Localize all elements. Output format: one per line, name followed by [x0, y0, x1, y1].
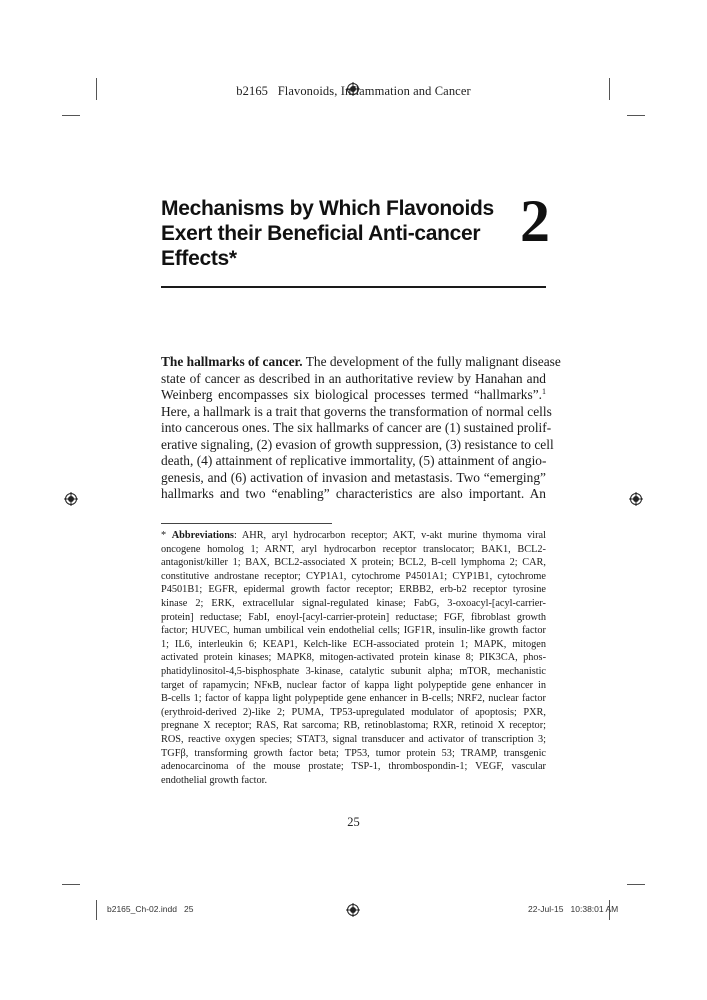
chapter-title-line: Exert their Beneficial Anti-cancer — [161, 222, 481, 245]
footnote-line: activated protein kinases; MAPK8, mitogen-activated protein kinase 8; PIK3CA, phos- — [161, 652, 546, 664]
registration-mark-icon — [629, 492, 643, 506]
chapter-number: 2 — [520, 188, 550, 254]
running-head: b2165 Flavonoids, Inflammation and Cancer — [236, 84, 471, 98]
footnote-line: 1; IL6, interleukin 6; KEAP1, Kelch-like ECH-associated protein 1; MAPK, mitogen — [161, 638, 546, 650]
body-line: genesis, and (6) activation of invasion and metastasis. Two “emerging” — [161, 469, 546, 485]
title-rule — [161, 286, 546, 288]
body-line: hallmarks and two “enabling” characteristics are also important. An — [161, 486, 546, 501]
footnote-line: kinase 2; ERK, extracellular signal-regulated kinase; FabG, 3-oxoacyl-[acyl-carrier- — [161, 597, 546, 609]
page-number: 25 — [347, 815, 360, 829]
footnote-line: B-cells 1; factor of kappa light polypeptide gene enhancer in B-cells; NRF2, nuclear factor — [161, 693, 546, 705]
crop-mark — [627, 884, 645, 885]
footnote-line: target of rapamycin; NFκB, nuclear factor of kappa light polypeptide gene enhancer in — [161, 679, 546, 691]
footnote-line: adenocarcinoma of the mouse prostate; TSP-1, thrombospondin-1; VEGF, vascular — [161, 761, 546, 773]
footnote-line: P4501B1; EGFR, epidermal growth factor receptor; ERBB2, erb-b2 receptor tyrosine — [161, 584, 546, 596]
slug-filename: b2165_Ch-02.indd 25 — [107, 904, 194, 914]
footnote-line: (erythroid-derived 2)-like 2; PUMA, TP53-upregulated modulator of apoptosis; PXR, — [161, 706, 546, 718]
footnote-rule — [161, 523, 332, 524]
footnote-line: constitutive androstane receptor; CYP1A1, cytochrome P4501A1; CYP1B1, cytochrome — [161, 570, 546, 582]
footnote-line: TGFβ, transforming growth factor beta; TP53, tumor protein 53; TRAMP, transgenic — [161, 747, 546, 759]
body-line: Weinberg encompasses six biological processes termed “hallmarks”.$^1$ — [161, 387, 546, 402]
footnote-line: protein] reductase; FabI, enoyl-[acyl-carrier-protein] reductase; FGF, fibroblast growth — [161, 611, 546, 623]
footnote-line: phatidylinositol-4,5-bisphosphate 3-kinase, catalytic subunit alpha; mTOR, mechanistic — [161, 665, 546, 677]
body-line: erative signaling, (2) evasion of growth suppression, (3) resistance to cell — [161, 436, 554, 452]
section-lead-in: The hallmarks of cancer. — [161, 354, 303, 369]
body-paragraph — [161, 354, 561, 503]
body-line: state of cancer as described in an authoritative review by Hanahan and — [161, 370, 546, 386]
crop-mark — [96, 900, 97, 920]
footnote-line: pregnane X receptor; RAS, Rat sarcoma; RB, retinoblastoma; RXR, retinoid X receptor; — [161, 720, 546, 732]
body-line: Here, a hallmark is a trait that governs the transformation of normal cells — [161, 403, 552, 419]
registration-mark-icon — [346, 903, 360, 917]
footnote-line: endothelial growth factor. — [161, 774, 268, 786]
crop-mark — [627, 115, 645, 116]
footnote-line: * Abbreviations: AHR, aryl hydrocarbon receptor; AKT, v-akt murine thymoma viral — [161, 530, 546, 541]
crop-mark — [62, 884, 80, 885]
footnote-line: ROS, reactive oxygen species; STAT3, signal transducer and activator of transcription 3; — [161, 733, 546, 745]
body-line: into cancerous ones. The six hallmarks of cancer are (1) sustained prolif- — [161, 420, 552, 435]
chapter-title — [161, 196, 501, 271]
footnote-label: Abbreviations — [171, 530, 234, 541]
footnote — [161, 529, 546, 787]
slug-timestamp: 22-Jul-15 10:38:01 AM — [528, 904, 619, 914]
chapter-title-line: Effects* — [161, 247, 237, 270]
body-line: The hallmarks of cancer. The development of the fully malignant disease — [161, 354, 561, 369]
chapter-title-line: Mechanisms by Which Flavonoids — [161, 197, 494, 220]
footnote-marker: * — [161, 530, 167, 541]
footnote-line: factor; HUVEC, human umbilical vein endothelial cells; IGF1R, insulin-like growth factor — [161, 625, 546, 637]
footnote-line: oncogene homolog 1; ARNT, aryl hydrocarbon receptor translocator; BAK1, BCL2- — [161, 543, 546, 555]
footnote-line: antagonist/killer 1; BAX, BCL2-associated X protein; BCL2, B-cell lymphoma 2; CAR, — [161, 557, 546, 569]
body-line: death, (4) attainment of replicative immortality, (5) attainment of angio- — [161, 453, 547, 468]
registration-mark-icon — [64, 492, 78, 506]
crop-mark — [62, 115, 80, 116]
citation-reference[interactable]: 1 — [542, 387, 546, 396]
